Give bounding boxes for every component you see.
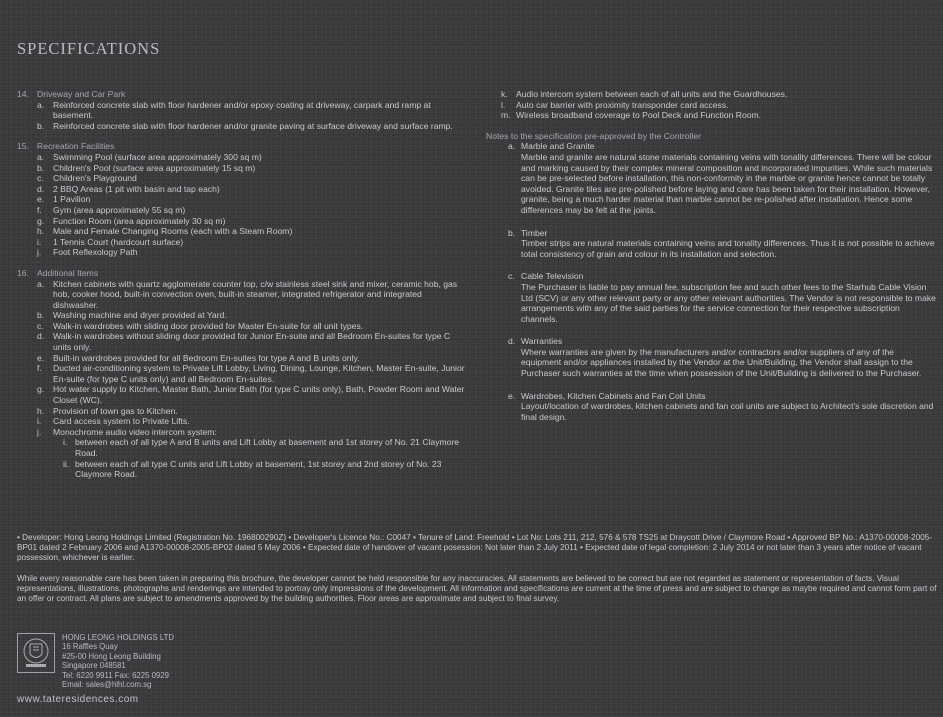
note-heading: Marble and Granite [521,141,595,152]
crest-logo-icon [17,633,55,673]
disclaimer: While every reasonable care has been taken in preparing this brochure, the developer cannot be held responsible for any inaccuracies. All statements are believed to be correct but are not regarded as statement or representation of facts. Visual representations, illustrations, photographs and renderings are intended to portray only impressions of the development. All information and specifications are current at the time of press and are subject to change as maybe required and cannot form part of an offer or contract. All plans are subject to amendments approved by the building authorities. Floor areas are approximate and subject to final survey. [17,574,937,604]
list-item: j. Foot Reflexology Path [37,247,138,258]
sub-list-item: ii. between each of all type C units and Lift Lobby at basement, 1st storey and 2nd storey of No. 23 Claymore Road. [63,458,442,480]
section-number: 15. [17,141,29,152]
list-item: j. Monochrome audio video intercom system: [37,426,217,437]
list-item: c. Walk-in wardrobes with sliding door provided for Master En-suite for all unit types. [37,320,364,331]
phone-fax: Tel: 6220 9911 Fax: 6225 0929 [62,670,169,680]
developer-name: HONG LEONG HOLDINGS LTD [62,633,175,642]
note-body: Marble and granite are natural stone materials containing veins with tonality differences. There will be colour and marking caused by their complex mineral composition and incorporated impurities. While such materials can be pre-selected before installation, this non-conformity in the marble or granite hence cannot be totally avoided. Granite tiles are pre-polished before laying and care has been taken for their installation. However, granite, being a much harder material than marble cannot be re-polished after installation. Hence some differences may be felt at the joints. [521,151,933,215]
list-item: i. Card access system to Private Lifts. [37,416,190,427]
developer-contact [17,633,174,689]
note-heading: Warranties [521,336,563,347]
section-heading: Recreation Facilities [37,141,115,152]
email: Email: sales@hlhl.com.sg [62,680,152,690]
list-item: k. Audio intercom system between each of all units and the Guardhouses. [501,89,788,99]
note-heading: Wardrobes, Kitchen Cabinets and Fan Coil Units [521,390,706,401]
list-item: b. Children's Pool (surface area approximately 15 sq m) [37,162,256,173]
list-item: g. Function Room (area approximately 30 sq m) [37,215,226,226]
note-heading: Cable Television [521,271,584,282]
list-item: h. Male and Female Changing Rooms (each with a Steam Room) [37,226,293,237]
sub-list-item: i. between each of all type A and B units and Lift Lobby at basement and 1st storey of No. 21 Claymore Road. [63,437,460,458]
section-additional-items [17,268,467,480]
list-item: f. Ducted air-conditioning system to Private Lift Lobby, Living, Dining, Lounge, Kitchen, Master En-suite, Junior En-suite (for type C units only) and all Bedroom En-suites. [37,363,465,384]
website-link[interactable]: www.tateresidences.com [17,694,139,705]
note-heading: Timber [521,227,548,238]
list-item: l. Auto car barrier with proximity transponder card access. [501,99,729,110]
list-item: b. Reinforced concrete slab with floor hardener and/or granite paving at surface driveway and surface ramp. [37,120,453,131]
left-column [17,89,467,490]
address-line: 16 Raffles Quay [62,642,118,652]
list-item: a. Reinforced concrete slab with floor hardener and/or epoxy coating at driveway, carpark and ramp at basement. [37,99,431,121]
note-marble-granite: a. Marble and Granite Marble and granite are natural stone materials containing veins with tonality differences. There will be colour and marking caused by their complex mineral composition and incorporated impurities. While such materials can be pre-selected before installation, this non-conformity in the marble or granite hence cannot be totally avoided. Granite tiles are pre-polished before laying and care has been taken for their installation. However, granite, being a much harder material than marble cannot be re-polished after installation. Hence some differences may be felt at the joints. [486,141,936,215]
section-recreation [17,141,467,258]
note-body: Where warranties are given by the manufacturers and/or contractors and/or suppliers of any of the equipment and/or appliances installed by the Vendor at the Unit/Building, the Vendor shall assign to the Purchaser such warranties at the time when possession of the Unit/Building is delivered to the Purchaser. [521,346,922,379]
right-column [486,89,936,431]
note-wardrobes: e. Wardrobes, Kitchen Cabinets and Fan Coil Units Layout/location of wardrobes, kitchen cabinets and fan coil units are subject to Architect's sole discretion and final design. [486,391,936,423]
note-body: Layout/location of wardrobes, kitchen cabinets and fan coil units are subject to Architect's sole discretion and final design. [521,401,934,422]
list-item: f. Gym (area approximately 55 sq m) [37,204,186,215]
list-item: d. Walk-in wardrobes without sliding door provided for Junior En-suite and all Bedroom En-suites for type C units only. [37,331,451,353]
list-item: e. 1 Pavilion [37,194,91,205]
note-body: The Purchaser is liable to pay annual fee, subscription fee and such other fees to the Starhub Cable Vision Ltd (SCV) or any other relevant party or any other relevant authorities. The Vendor is not responsible to make arrangements with any of the said parties for the service connection for their respective subscription channels. [521,281,936,324]
address-line: Singapore 048581 [62,661,126,671]
list-item: g. Hot water supply to Kitchen, Master Bath, Junior Bath (for type C units only), Bath, Powder Room and Water Closet (WC). [37,384,465,406]
list-item: i. 1 Tennis Court (hardcourt surface) [37,236,184,247]
list-item: d. 2 BBQ Areas (1 pit with basin and tap each) [37,183,220,194]
section-number: 14. [17,89,29,99]
section-heading: Additional Items [37,267,99,278]
note-warranties: d. Warranties Where warranties are given by the manufacturers and/or contractors and/or suppliers of any of the equipment and/or appliances installed by the Vendor at the Unit/Building, the Vendor shall assign to the Purchaser such warranties at the time when possession of the Unit/Building is delivered to the Purchaser. [486,336,936,378]
list-item: e. Built-in wardrobes provided for all Bedroom En-suites for type A and B units only. [37,352,360,363]
note-cable-television: c. Cable Television The Purchaser is liable to pay annual fee, subscription fee and such other fees to the Starhub Cable Vision Ltd (SCV) or any other relevant party or any other relevant authorities. The Vendor is not responsible to make arrangements with any of the said parties for the service connection for their respective subscription channels. [486,271,936,324]
list-item: h. Provision of town gas to Kitchen. [37,405,178,416]
address-line: #25-00 Hong Leong Building [62,651,161,661]
section-number: 16. [17,267,29,278]
note-body: Timber strips are natural materials containing veins and tonality differences. Thus it is not possible to achieve total consistency of grain and colour in its installation and selection. [521,238,935,259]
list-item: b. Washing machine and dryer provided at Yard. [37,310,227,321]
section-heading: Driveway and Car Park [37,89,126,99]
list-item: a. Kitchen cabinets with quartz agglomerate counter top, c/w stainless steel sink and mixer, ceramic hob, gas hob, cooker hood, built-in convection oven, built-in steamer, integrated refrigerator and integrated dishwasher. [37,278,458,310]
page-title: SPECIFICATIONS [17,39,161,58]
list-item: m. Wireless broadband coverage to Pool Deck and Function Room. [501,110,762,121]
note-timber: b. Timber Timber strips are natural materials containing veins and tonality differences. Thus it is not possible to achieve total consistency of grain and colour in its installation and selection. [486,228,936,260]
developer-details: • Developer: Hong Leong Holdings Limited (Registration No. 196800290Z) • Developer's Licence No.: C0047 • Tenure of Land: Freehold • Lot No: Lots 211, 212, 576 & 578 TS25 at Draycott Drive / Claymore Road • Approved BP No.: A1370-00008-2005-BP01 dated 2 February 2006 and A1370-00008-2005-BP02 dated 5 May 2006 • Expected date of handover of vacant posession: Not later than 2 July 2011 • Expected date of legal completion: 2 July 2014 or not later than 3 years after notice of vacant possession, whichever is earlier. [17,533,933,563]
list-item: a. Swimming Pool (surface area approximately 300 sq m) [37,151,262,162]
notes-heading: Notes to the specification pre-approved by the Controller [486,130,701,141]
section-driveway [17,89,467,131]
list-item: c. Children's Playground [37,173,137,184]
